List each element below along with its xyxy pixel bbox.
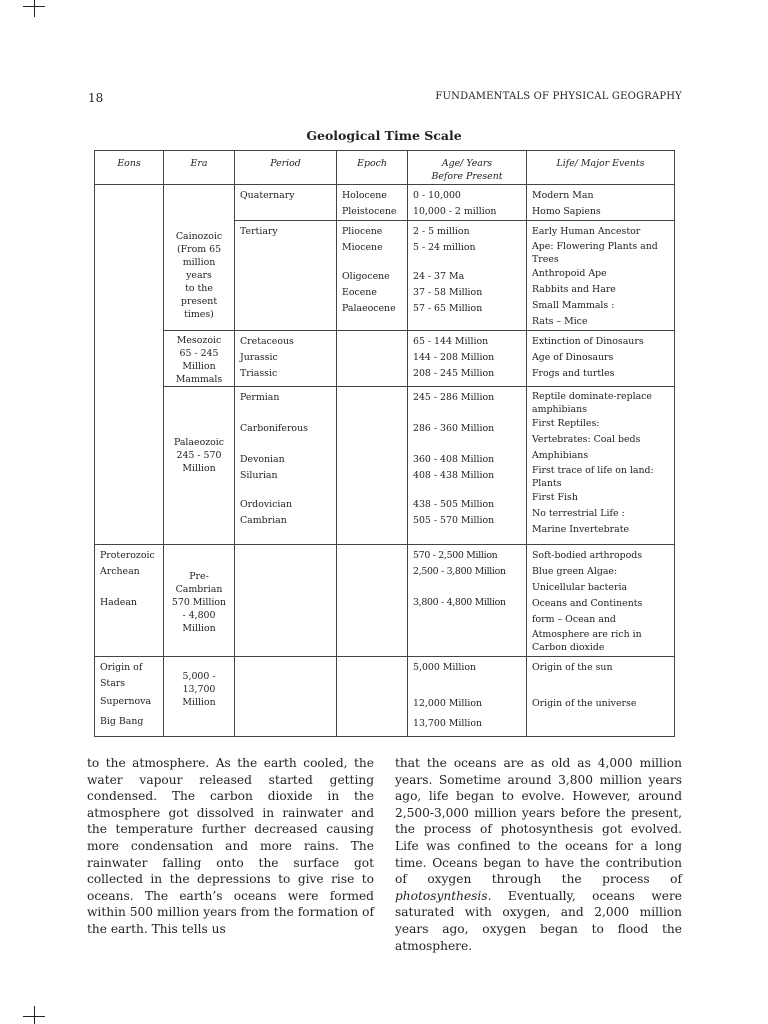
- cell-period-mesozoic: Cretaceous Jurassic Triassic: [235, 331, 337, 387]
- body-text-right-part1: that the oceans are as old as 4,000 million years. Sometime around 3,800 million years ago, life began to evolve. However, around 2,500-3,000 million years before the present, the process of photosynthesis got evolved. Life was confined to the oceans for a long time. Oceans began to have the contribution of oxygen through the process of: [395, 756, 682, 887]
- header-era: Era: [164, 151, 235, 185]
- cell-life-palaeozoic: Reptile dominate-replace amphibians First Reptiles: Vertebrates: Coal beds Amphibians First trace of life on land: Plants First Fish No terrestrial Life : Marine Invertebrate: [527, 387, 675, 545]
- cell-age-precambrian: 570 - 2,500 Million 2,500 - 3,800 Million 3,800 - 4,800 Million: [408, 545, 527, 657]
- table-row-cosmic: [95, 657, 675, 737]
- table-row-palaeozoic: [95, 387, 675, 545]
- cell-period-palaeozoic: Permian Carboniferous Devonian Silurian Ordovician Cambrian: [235, 387, 337, 545]
- cell-period-cosmic: [235, 657, 337, 737]
- crop-mark-top-vertical: [34, 0, 35, 17]
- cell-era-cainozoic: Cainozoic (From 65 million years to the present times): [164, 185, 235, 331]
- cell-era-cosmic: 5,000 - 13,700 Million: [164, 657, 235, 737]
- cell-age-mesozoic: 65 - 144 Million 144 - 208 Million 208 - 245 Million: [408, 331, 527, 387]
- cell-eon-palaeozoic: [95, 387, 164, 545]
- cell-life-precambrian: Soft-bodied arthropods Blue green Algae: Unicellular bacteria Oceans and Continents form – Ocean and Atmosphere are rich in Carbon dioxide: [527, 545, 675, 657]
- cell-life-tertiary: Early Human Ancestor Ape: Flowering Plants and Trees Anthropoid Ape Rabbits and Hare Small Mammals : Rats – Mice: [527, 221, 675, 331]
- crop-mark-bottom-vertical: [34, 1006, 35, 1024]
- header-epoch: Epoch: [337, 151, 408, 185]
- cell-eon-cosmic: Origin of Stars Supernova Big Bang: [95, 657, 164, 737]
- cell-epoch-cosmic: [337, 657, 408, 737]
- cell-life-cosmic: Origin of the sun Origin of the universe: [527, 657, 675, 737]
- cell-age-quaternary: 0 - 10,000 10,000 - 2 million: [408, 185, 527, 221]
- table-title: Geological Time Scale: [306, 128, 462, 143]
- table-row-quaternary: [95, 185, 675, 221]
- body-text-left-column: to the atmosphere. As the earth cooled, the water vapour released started getting condensed. The carbon dioxide in the atmosphere got dissolved in rainwater and the temperature further decreased causing more condensation and more rains. The rainwater falling onto the surface got collected in the depressions to give rise to oceans. The earth’s oceans were formed within 500 million years from the formation of the earth. This tells us: [87, 756, 374, 936]
- cell-age-cosmic: 5,000 Million 12,000 Million 13,700 Million: [408, 657, 527, 737]
- cell-epoch-quaternary: Holocene Pleistocene: [337, 185, 408, 221]
- header-life: Life/ Major Events: [527, 151, 675, 185]
- cell-era-mesozoic: Mesozoic 65 - 245 Million Mammals: [164, 331, 235, 387]
- body-text-right-part2: . Eventually, oceans were saturated with oxygen, and 2,000 million years ago, oxygen began to flood the atmosphere.: [395, 888, 682, 953]
- running-title: FUNDAMENTALS OF PHYSICAL GEOGRAPHY: [435, 91, 682, 102]
- cell-age-palaeozoic: 245 - 286 Million 286 - 360 Million 360 - 408 Million 408 - 438 Million 438 - 505 Million 505 - 570 Million: [408, 387, 527, 545]
- cell-eon-precambrian: Proterozoic Archean Hadean: [95, 545, 164, 657]
- header-age: Age/ Years Before Present: [408, 151, 527, 185]
- header-period: Period: [235, 151, 337, 185]
- cell-life-quaternary: Modern Man Homo Sapiens: [527, 185, 675, 221]
- table-row-precambrian: [95, 545, 675, 657]
- cell-epoch-tertiary: Pliocene Miocene Oligocene Eocene Palaeocene: [337, 221, 408, 331]
- cell-epoch-precambrian: [337, 545, 408, 657]
- cell-period-quaternary: Quaternary: [235, 185, 337, 221]
- table-row-mesozoic: [95, 331, 675, 387]
- cell-life-mesozoic: Extinction of Dinosaurs Age of Dinosaurs Frogs and turtles: [527, 331, 675, 387]
- cell-era-palaeozoic: Palaeozoic 245 - 570 Million: [164, 387, 235, 545]
- table-header-row: [95, 151, 675, 185]
- page-number: 18: [88, 91, 104, 105]
- cell-era-precambrian: Pre- Cambrian 570 Million - 4,800 Million: [164, 545, 235, 657]
- body-text-right-column: [395, 755, 682, 954]
- cell-eon-phanerozoic: [95, 185, 164, 387]
- cell-epoch-palaeozoic: [337, 387, 408, 545]
- cell-period-tertiary: Tertiary: [235, 221, 337, 331]
- geological-time-scale-table: [94, 150, 675, 737]
- body-text-emphasis: photosynthesis: [395, 888, 488, 903]
- cell-epoch-mesozoic: [337, 331, 408, 387]
- cell-age-tertiary: 2 - 5 million 5 - 24 million 24 - 37 Ma 37 - 58 Million 57 - 65 Million: [408, 221, 527, 331]
- header-eons: Eons: [95, 151, 164, 185]
- cell-period-precambrian: [235, 545, 337, 657]
